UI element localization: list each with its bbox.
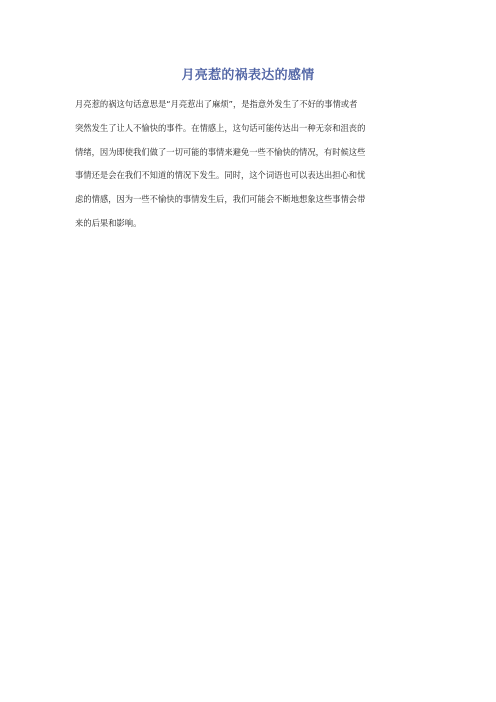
body-line: 情绪，因为即使我们做了一切可能的事情来避免一些不愉快的情况，有时候这些 [75,146,366,157]
body-line: 突然发生了让人不愉快的事件。在情感上，这句话可能传达出一种无奈和沮丧的 [75,122,366,133]
body-line: 来的后果和影响。 [75,217,142,228]
body-line: 虑的情感，因为一些不愉快的事情发生后，我们可能会不断地想象这些事情会带 [75,194,366,205]
body-line: 事情还是会在我们不知道的情况下发生。同时，这个词语也可以表达出担心和忧 [75,170,366,181]
body-line: 月亮惹的祸这句话意思是“月亮惹出了麻烦”，是指意外发生了不好的事情或者 [75,99,358,109]
document-body [75,93,431,236]
document-title: 月亮惹的祸表达的感情 [181,68,315,83]
